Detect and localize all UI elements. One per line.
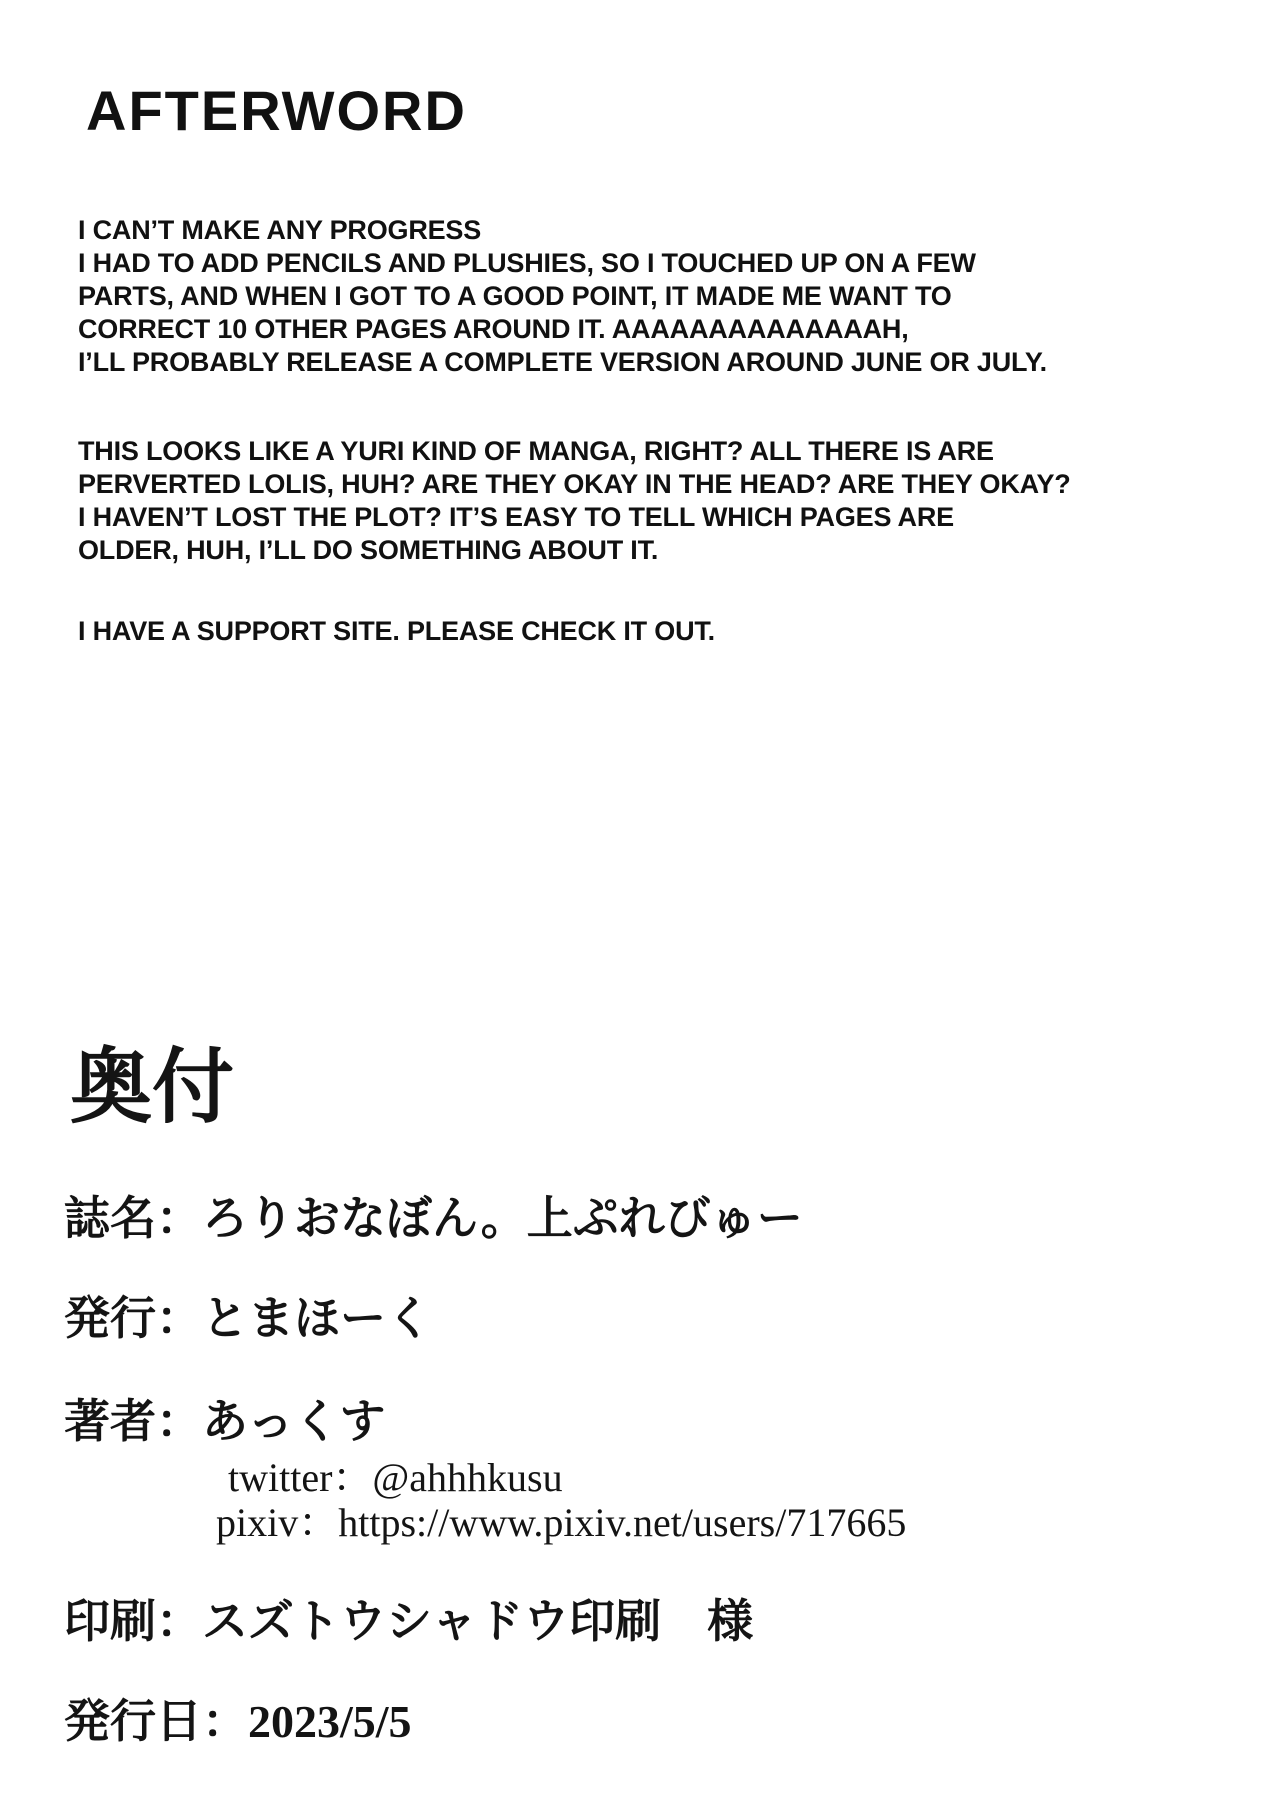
text-line: I CAN’T MAKE ANY PROGRESS [78,215,482,245]
colophon-row-book-title: 誌名：ろりおなぼん。上ぷれびゅー [64,1193,803,1244]
colophon-row-pixiv-url: pixiv：https://www.pixiv.net/users/717665 [216,1500,907,1545]
text-line: I HAD TO ADD PENCILS AND PLUSHIES, SO I TOUCHED UP ON A FEW [78,248,976,278]
colophon-heading: 奥付 [70,1040,235,1135]
text-line: I HAVEN’T LOST THE PLOT? IT’S EASY TO TELL WHICH PAGES ARE [78,502,954,532]
text-line: PERVERTED LOLIS, HUH? ARE THEY OKAY IN THE HEAD? ARE THEY OKAY? [78,469,1071,499]
colophon-row-publication-date: 発行日：2023/5/5 [64,1696,412,1747]
text-line: PARTS, AND WHEN I GOT TO A GOOD POINT, IT MADE ME WANT TO [78,281,952,311]
colophon-row-printer: 印刷：スズトウシャドウ印刷 様 [64,1596,754,1647]
text-line: I’LL PROBABLY RELEASE A COMPLETE VERSION AROUND JUNE OR JULY. [78,347,1047,377]
text-line: OLDER, HUH, I’LL DO SOMETHING ABOUT IT. [78,535,659,565]
text-line: CORRECT 10 OTHER PAGES AROUND IT. AAAAAAAAAAAAAAH, [78,314,909,344]
afterword-paragraph-2 [78,435,1071,567]
afterword-paragraph-1 [78,214,1047,379]
page-title: AFTERWORD [86,79,467,142]
text-line: I HAVE A SUPPORT SITE. PLEASE CHECK IT OUT. [78,616,715,646]
afterword-paragraph-3 [78,615,715,648]
colophon-row-publisher: 発行：とまほーく [64,1293,432,1344]
colophon-row-author: 著者：あっくす [64,1396,386,1447]
colophon-row-twitter-handle: twitter：@ahhhkusu [228,1455,563,1500]
text-line: THIS LOOKS LIKE A YURI KIND OF MANGA, RIGHT? ALL THERE IS ARE [78,436,994,466]
